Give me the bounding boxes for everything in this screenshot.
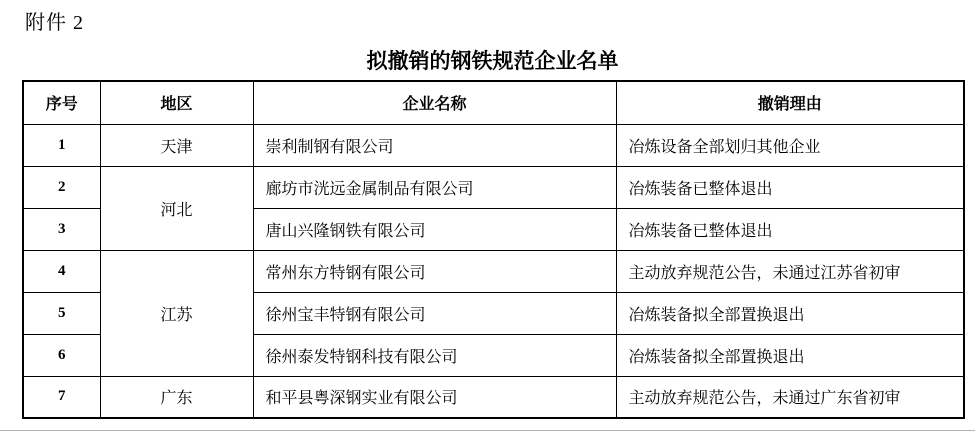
company-cell: 徐州泰发特钢科技有限公司 [253, 334, 616, 376]
table-header-row [23, 81, 964, 124]
row-no: 5 [23, 292, 100, 334]
row-no: 4 [23, 250, 100, 292]
reason-cell: 主动放弃规范公告，未通过广东省初审 [616, 376, 964, 418]
row-no: 3 [23, 208, 100, 250]
region-cell: 广东 [100, 376, 253, 418]
page-title: 拟撤销的钢铁规范企业名单 [366, 50, 619, 73]
company-cell: 徐州宝丰特钢有限公司 [253, 292, 616, 334]
table-row [23, 376, 964, 418]
attachment-label: 附件 2 [25, 12, 84, 34]
table-row [23, 124, 964, 166]
reason-cell: 冶炼装备拟全部置换退出 [616, 334, 964, 376]
company-cell: 和平县粤深钢实业有限公司 [253, 376, 616, 418]
reason-cell: 冶炼装备已整体退出 [616, 208, 964, 250]
col-header-reason: 撤销理由 [616, 81, 964, 124]
col-header-no: 序号 [23, 81, 100, 124]
reason-cell: 冶炼装备已整体退出 [616, 166, 964, 208]
company-cell: 唐山兴隆钢铁有限公司 [253, 208, 616, 250]
col-header-company: 企业名称 [253, 81, 616, 124]
company-cell: 廊坊市洸远金属制品有限公司 [253, 166, 616, 208]
region-cell: 江苏 [100, 250, 253, 376]
reason-cell: 主动放弃规范公告，未通过江苏省初审 [616, 250, 964, 292]
company-cell: 常州东方特钢有限公司 [253, 250, 616, 292]
reason-cell: 冶炼设备全部划归其他企业 [616, 124, 964, 166]
region-cell: 天津 [100, 124, 253, 166]
col-header-region: 地区 [100, 81, 253, 124]
company-cell: 崇利制钢有限公司 [253, 124, 616, 166]
row-no: 1 [23, 124, 100, 166]
enterprises-table [22, 80, 965, 419]
table-row [23, 250, 964, 292]
page-bottom-divider [0, 430, 975, 431]
region-cell: 河北 [100, 166, 253, 250]
row-no: 2 [23, 166, 100, 208]
row-no: 7 [23, 376, 100, 418]
row-no: 6 [23, 334, 100, 376]
reason-cell: 冶炼装备拟全部置换退出 [616, 292, 964, 334]
table-row [23, 166, 964, 208]
